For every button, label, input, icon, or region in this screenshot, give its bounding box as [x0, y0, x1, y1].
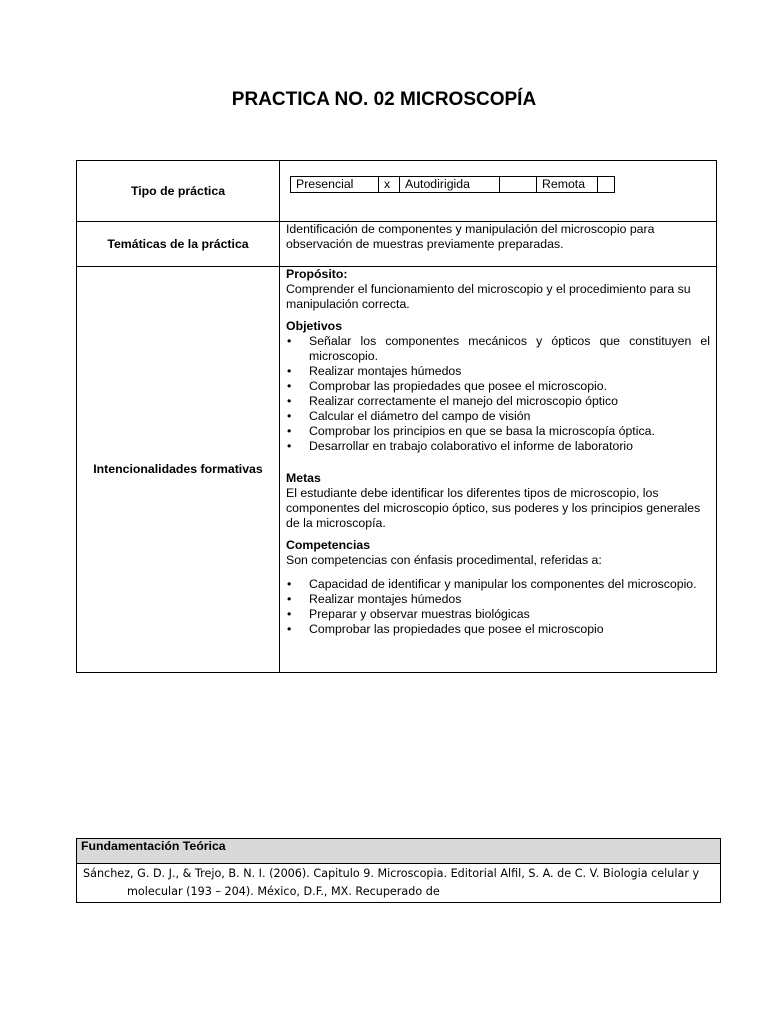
practice-mode-selector — [290, 176, 615, 193]
fundamentacion-header-row — [77, 839, 721, 864]
list-item: • Capacidad de identificar y manipular los componentes del microscopio. — [286, 577, 710, 592]
list-item: • Comprobar los principios en que se basa la microscopía óptica. — [286, 424, 710, 439]
page-title: PRACTICA NO. 02 MICROSCOPÍA — [231, 89, 537, 110]
mode-remota-label: Remota — [537, 177, 598, 192]
reference-line-2: molecular (193 – 204). México, D.F., MX. Recuperado de — [127, 885, 440, 898]
fundamentacion-reference-row — [77, 864, 721, 903]
tipo-content — [280, 161, 717, 222]
intencionalidades-content — [280, 267, 717, 673]
tematicas-text: Identificación de componentes y manipulación del microscopio para observación de muestras previamente preparadas. — [280, 222, 717, 267]
intencionalidades-label: Intencionalidades formativas — [77, 267, 280, 673]
mode-presencial-mark: x — [379, 177, 400, 192]
mode-autodirigida-mark — [500, 177, 537, 192]
tipo-label: Tipo de práctica — [77, 161, 280, 222]
proposito-text: Comprender el funcionamiento del microscopio y el procedimiento para su manipulación correcta. — [286, 282, 691, 311]
competencias-list — [286, 577, 710, 637]
list-item: • Realizar montajes húmedos — [286, 364, 710, 379]
table-row-intencionalidades — [77, 267, 717, 673]
tematicas-label: Temáticas de la práctica — [77, 222, 280, 267]
objetivos-list — [286, 334, 710, 454]
table-row-tipo — [77, 161, 717, 222]
competencias-intro: Son competencias con énfasis procedimental, referidas a: — [286, 553, 602, 567]
list-item: • Comprobar las propiedades que posee el microscopio. — [286, 379, 710, 394]
mode-autodirigida-label: Autodirigida — [400, 177, 500, 192]
list-item: • Comprobar las propiedades que posee el microscopio — [286, 622, 710, 637]
list-item: • Realizar montajes húmedos — [286, 592, 710, 607]
proposito-heading: Propósito: — [286, 267, 348, 281]
list-item: • Desarrollar en trabajo colaborativo el informe de laboratorio — [286, 439, 710, 454]
reference-line-1: Sánchez, G. D. J., & Trejo, B. N. I. (2006). Capitulo 9. Microscopia. Editorial Alfil, S. A. de C. V. Biologia celular y — [83, 867, 700, 880]
list-item: • Calcular el diámetro del campo de visión — [286, 409, 710, 424]
objetivos-heading: Objetivos — [286, 319, 343, 333]
metas-heading: Metas — [286, 471, 321, 485]
practice-table — [76, 160, 717, 673]
list-item: • Realizar correctamente el manejo del microscopio óptico — [286, 394, 710, 409]
metas-text: El estudiante debe identificar los diferentes tipos de microscopio, los componentes del microscopio óptico, sus poderes y los principios generales de la microscopía. — [286, 486, 701, 530]
mode-presencial-label: Presencial — [291, 177, 379, 192]
mode-remota-mark — [598, 177, 614, 192]
table-row-tematicas — [77, 222, 717, 267]
competencias-heading: Competencias — [286, 538, 371, 552]
reference-entry — [77, 864, 721, 903]
fundamentacion-table — [76, 838, 721, 903]
list-item: • Señalar los componentes mecánicos y ópticos que constituyen el microscopio. — [286, 334, 710, 364]
fundamentacion-heading: Fundamentación Teórica — [77, 839, 721, 864]
list-item: • Preparar y observar muestras biológicas — [286, 607, 710, 622]
